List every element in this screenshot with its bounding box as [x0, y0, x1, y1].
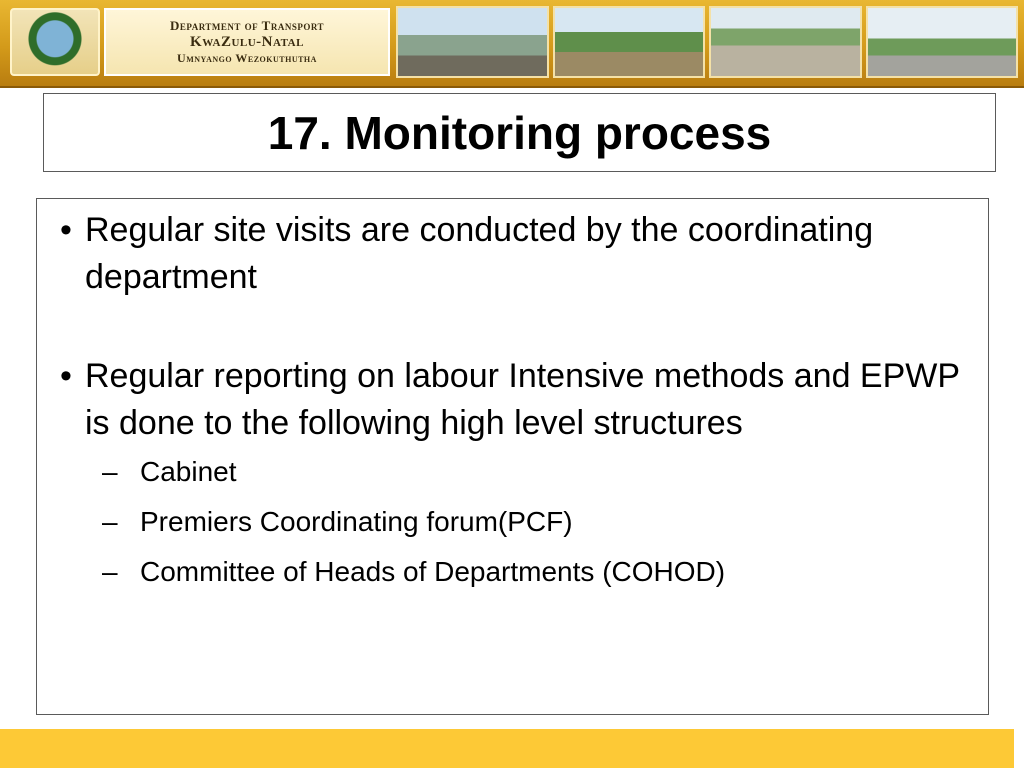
provincial-crest-logo [10, 8, 100, 76]
bullet-text: Regular site visits are conducted by the coordinating department [85, 211, 874, 296]
sub-item-text: Committee of Heads of Departments (COHOD) [140, 556, 726, 587]
header-photo-workers [866, 6, 1019, 78]
sub-item-text: Cabinet [140, 456, 237, 487]
header-photo-roadworks [553, 6, 706, 78]
sub-item [47, 497, 968, 547]
sub-item-marker: – [102, 456, 118, 487]
department-logo [104, 8, 390, 76]
footer-bar [0, 729, 1014, 768]
sub-item [47, 447, 968, 497]
dept-name-line1: Department of Transport [169, 18, 325, 33]
sub-item-text: Premiers Coordinating forum(PCF) [140, 506, 573, 537]
dept-name-line2: KwaZulu-Natal [190, 34, 304, 50]
header-banner [0, 0, 1024, 88]
bullet-marker: • [60, 211, 72, 249]
header-photo-city [396, 6, 549, 78]
sub-item-marker: – [102, 506, 118, 537]
header-photo-trucks [709, 6, 862, 78]
header-photo-strip [396, 6, 1018, 78]
sub-item [47, 547, 968, 597]
bullet-text: Regular reporting on labour Intensive methods and EPWP is done to the following high level structures [85, 357, 960, 442]
slide-title-box [43, 93, 996, 172]
slide-title: 17. Monitoring process [267, 106, 772, 159]
slide-content-box [36, 198, 989, 715]
sub-item-marker: – [102, 556, 118, 587]
bullet-item [47, 353, 968, 447]
bullet-marker: • [60, 357, 72, 395]
bullet-item [47, 207, 968, 301]
dept-name-line3: Umnyango Wezokuthutha [177, 51, 317, 65]
